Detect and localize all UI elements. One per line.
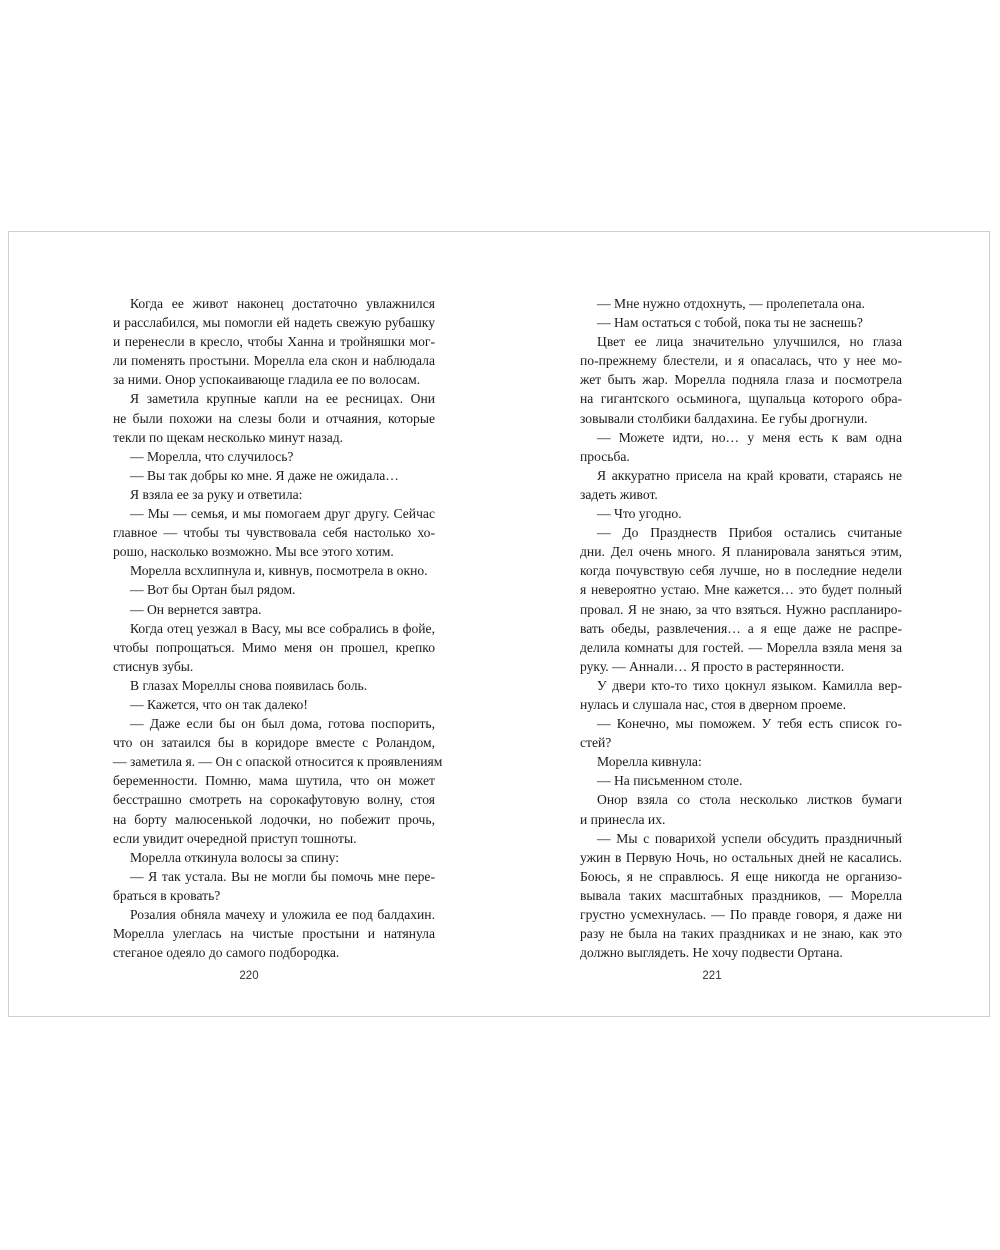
text-line: Боюсь, я не справлюсь. Я еще никогда не организо- xyxy=(580,868,902,884)
text-line: провал. Я не знаю, за что взяться. Нужно распланиро- xyxy=(580,601,902,617)
text-line: я невероятно устаю. Мне кажется… это будет полный xyxy=(580,582,902,598)
text-line: Я аккуратно присела на край кровати, стараясь не xyxy=(597,467,902,483)
text-line: — Мы с поварихой успели обсудить праздничный xyxy=(597,830,902,846)
book-spread xyxy=(8,231,990,1017)
left-page xyxy=(9,232,500,1016)
text-line: — Мы — семья, и мы помогаем друг другу. Сейчас xyxy=(130,506,435,522)
text-line: жет быть жар. Морелла подняла глаза и посмотрела xyxy=(580,372,902,388)
text-line: — заметила я. — Он с опаской относится к проявлениям xyxy=(113,754,443,770)
text-line: В глазах Мореллы снова появилась боль. xyxy=(130,677,368,693)
text-line: браться в кровать? xyxy=(113,887,221,903)
text-line: главное — чтобы ты чувствовала себя настолько хо- xyxy=(113,525,435,541)
text-line: стеганое одеяло до самого подбородка. xyxy=(113,945,340,961)
text-line: Цвет ее лица значительно улучшился, но глаза xyxy=(597,334,902,350)
right-page xyxy=(500,232,990,1016)
text-line: ужин в Первую Ночь, но остальных дней не касались. xyxy=(580,849,902,865)
left-page-text xyxy=(113,294,443,962)
text-line: — Можете идти, но… у меня есть к вам одна xyxy=(597,429,902,445)
text-line: — Он вернется завтра. xyxy=(130,601,262,617)
text-line: и расслабился, мы помогли ей надеть свежую рубашку xyxy=(113,315,435,331)
text-line: на борту малюсенькой лодочки, но побежит прочь, xyxy=(113,811,435,827)
text-line: вывала таких масштабных праздников, — Морелла xyxy=(580,887,902,903)
text-line: по-прежнему блестели, и я опасалась, что у нее мо- xyxy=(580,353,902,369)
text-line: бесстрашно смотреть на сорокафутовую волну, стоя xyxy=(113,792,435,808)
right-page-number: 221 xyxy=(702,970,722,982)
text-line: стиснув зубы. xyxy=(113,658,194,674)
text-line: руку. — Аннали… Я просто в растерянности. xyxy=(580,658,845,674)
text-line: зовывали столбики балдахина. Ее губы дрогнули. xyxy=(580,410,868,426)
text-line: — Я так устала. Вы не могли бы помочь мне пере- xyxy=(130,868,435,884)
text-line: разу не была на таких праздниках и не знаю, как это xyxy=(580,926,902,942)
text-line: Онор взяла со стола несколько листков бумаги xyxy=(597,792,902,808)
text-line: — Морелла, что случилось? xyxy=(130,448,294,464)
text-line: должно выглядеть. Не хочу подвести Ортана. xyxy=(580,945,843,961)
text-line: на гигантского осьминога, щупальца которого обра- xyxy=(580,391,902,407)
text-line: дни. Дел очень много. Я планировала заняться этим, xyxy=(580,544,902,560)
text-line: ли поменять простыни. Морелла ела скон и наблюдала xyxy=(113,353,435,369)
text-line: и принесла их. xyxy=(580,811,666,827)
left-page-number: 220 xyxy=(239,970,259,982)
text-line: — На письменном столе. xyxy=(597,773,743,789)
text-line: Розалия обняла мачеху и уложила ее под балдахин. xyxy=(130,907,435,922)
text-line: текли по щекам несколько минут назад. xyxy=(113,429,344,445)
text-line: когда почувствую себя лучше, но в последние недели xyxy=(580,563,902,579)
text-line: — Кажется, что он так далеко! xyxy=(130,696,308,712)
text-line: стей? xyxy=(580,735,612,751)
text-line: вать обеды, развлечения… а я еще даже не распре- xyxy=(580,620,902,636)
text-line: грустно усмехнулась. — По правде говоря, я даже ни xyxy=(580,907,902,922)
text-line: — До Празднеств Прибоя остались считаные xyxy=(597,525,902,541)
text-line: Морелла улеглась на чистые простыни и натянула xyxy=(113,926,435,942)
text-line: делила комнаты для гостей. — Морелла взяла меня за xyxy=(580,639,902,655)
text-line: — Вы так добры ко мне. Я даже не ожидала… xyxy=(130,467,399,483)
text-line: задеть живот. xyxy=(580,486,658,502)
text-line: — Даже если бы он был дома, готова поспорить, xyxy=(130,716,435,732)
text-line: Я заметила крупные капли на ее ресницах. Они xyxy=(130,391,435,407)
text-line: Морелла откинула волосы за спину: xyxy=(130,849,339,865)
text-line: чтобы попрощаться. Мимо меня он прошел, крепко xyxy=(113,639,435,655)
text-line: и перенесли в кресло, чтобы Ханна и тройняшки мог- xyxy=(113,334,435,350)
text-line: рошо, насколько возможно. Мы все этого хотим. xyxy=(113,544,394,560)
text-line: — Вот бы Ортан был рядом. xyxy=(130,582,296,598)
text-line: Морелла всхлипнула и, кивнув, посмотрела в окно. xyxy=(130,563,428,579)
text-line: если увидит очередной приступ тошноты. xyxy=(113,830,357,846)
text-line: — Нам остаться с тобой, пока ты не заснешь? xyxy=(597,315,863,331)
right-page-text xyxy=(580,294,902,962)
text-line: за ними. Онор успокаивающе гладила ее по волосам. xyxy=(113,372,421,388)
text-line: — Мне нужно отдохнуть, — пролепетала она. xyxy=(597,296,865,311)
text-line: нулась и слушала нас, стоя в дверном проеме. xyxy=(580,696,846,712)
text-line: беременности. Помню, мама шутила, что он может xyxy=(113,773,435,789)
text-line: что он затаился бы в коридоре вместе с Роландом, xyxy=(113,735,435,751)
text-line: Когда отец уезжал в Васу, мы все собрались в фойе, xyxy=(130,620,435,636)
text-line: Морелла кивнула: xyxy=(597,754,702,770)
text-line: не были похожи на слезы боли и отчаяния, которые xyxy=(113,410,435,426)
text-line: — Конечно, мы поможем. У тебя есть список го- xyxy=(597,716,902,732)
text-line: У двери кто-то тихо цокнул языком. Камилла вер- xyxy=(597,677,902,693)
text-line: просьба. xyxy=(580,448,630,464)
text-line: Когда ее живот наконец достаточно увлажнился xyxy=(130,296,435,311)
text-line: — Что угодно. xyxy=(597,506,682,522)
text-line: Я взяла ее за руку и ответила: xyxy=(130,486,303,502)
